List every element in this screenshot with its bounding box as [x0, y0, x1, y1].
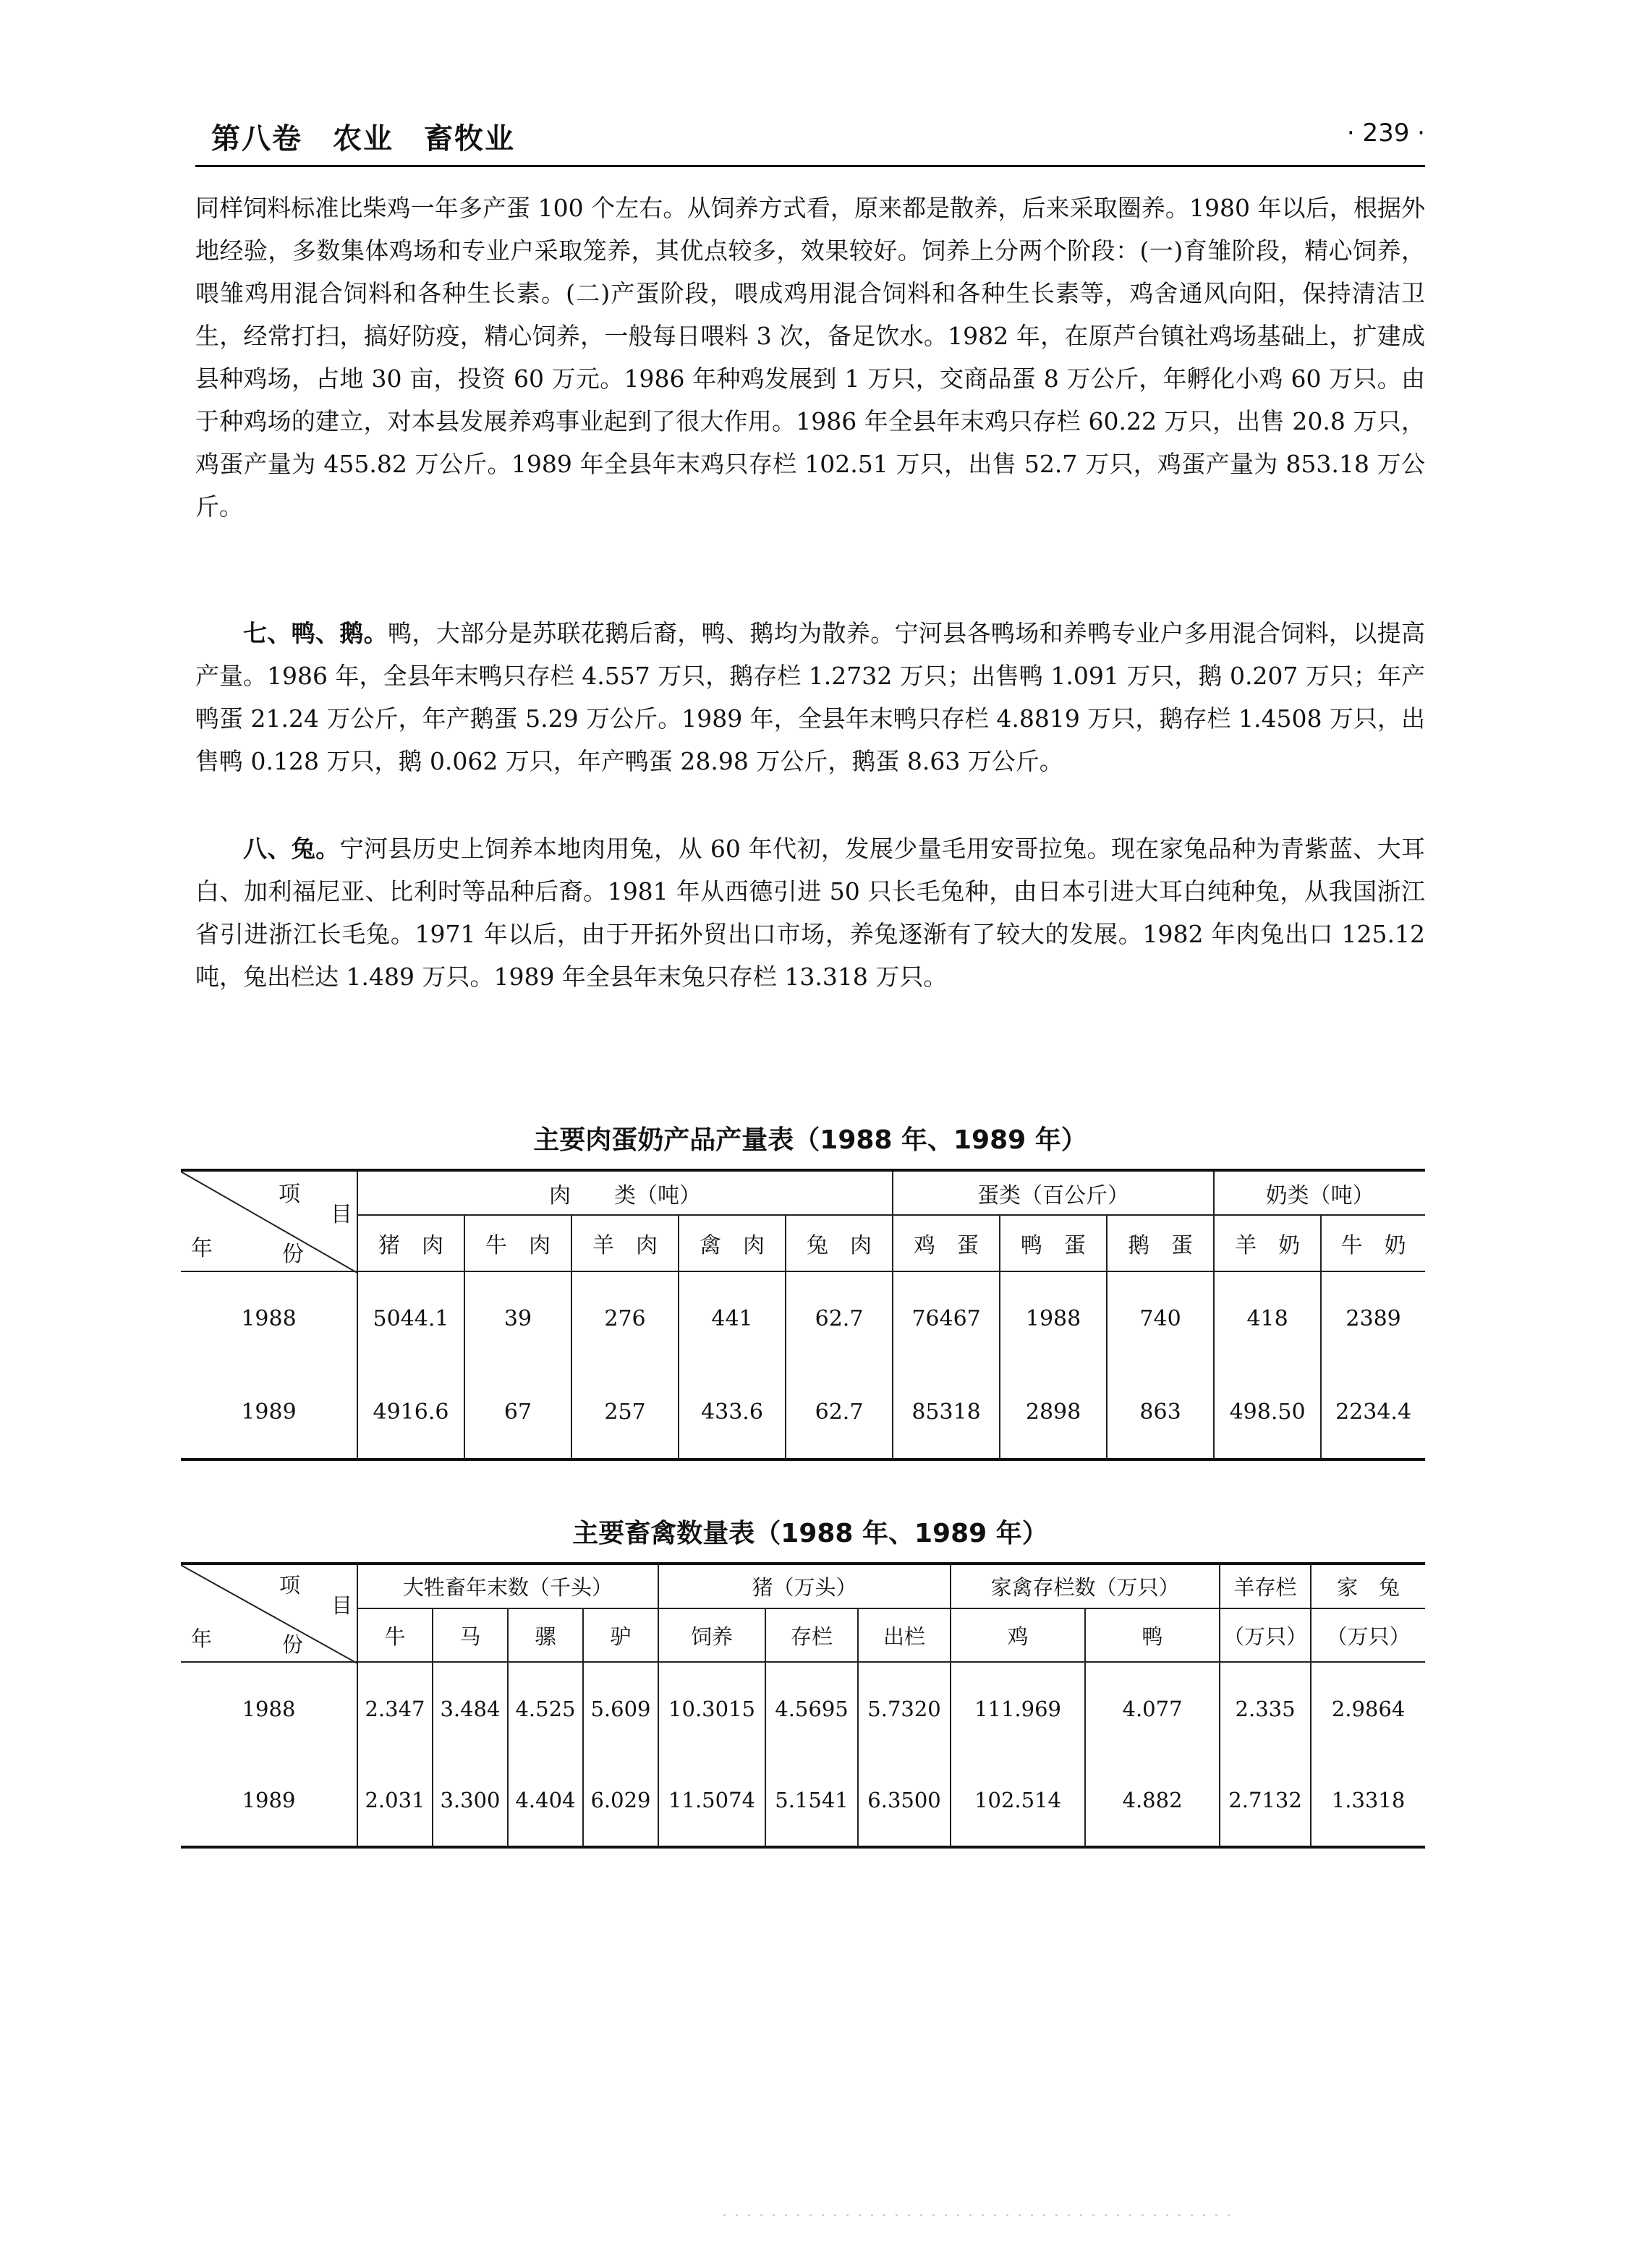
table2-cell: 4.404 — [508, 1755, 583, 1847]
table2-corner-mu: 目 — [331, 1593, 352, 1618]
table2-cell: 1.3318 — [1311, 1755, 1425, 1847]
table2-col-raised: 饲养 — [658, 1608, 765, 1662]
table2-group-sheep: 羊存栏 — [1220, 1564, 1311, 1608]
paragraph-chicken: 同样饲料标准比柴鸡一年多产蛋 100 个左右。从饲养方式看，原来都是散养，后来采取圈养。1980 年以后，根据外地经验，多数集体鸡场和专业户采取笼养，其优点较多，效果较好。饲养上分两个阶段：(一)育雏阶段，精心饲养，喂雏鸡用混合饲料和各种生长素。(二)产蛋阶段，喂成鸡用混合饲料和各种生长素等，鸡舍通风向阳，保持清洁卫生，经常打扫，搞好防疫，精心饲养，一般每日喂料 3 次，备足饮水。1982 年，在原芦台镇社鸡场基础上，扩建成县种鸡场，占地 30 亩，投资 60 万元。1986 年种鸡发展到 1 万只，交商品蛋 8 万公斤，年孵化小鸡 60 万只。由于种鸡场的建立，对本县发展养鸡事业起到了很大作用。1986 年全县年末鸡只存栏 60.22 万只，出售 20.8 万只，鸡蛋产量为 455.82 万公斤。1989 年全县年末鸡只存栏 102.51 万只，出售 52.7 万只，鸡蛋产量为 853.18 万公斤。 — [195, 194, 1425, 521]
table1-col-duck-egg: 鸭 蛋 — [1000, 1215, 1107, 1271]
section-text-duck-goose: 鸭，大部分是苏联花鹅后裔，鸭、鹅均为散养。宁河县各鸭场和养鸭专业户多用混合饲料，以提高产量。1986 年，全县年末鸭只存栏 4.557 万只，鹅存栏 1.2732 万只；出售鸭 1.091 万只，鹅 0.207 万只；年产鸭蛋 21.24 万公斤，年产鹅蛋 5.29 万公斤。1989 年，全县年末鸭只存栏 4.8819 万只，鹅存栏 1.4508 万只，出售鸭 0.128 万只，鹅 0.062 万只，年产鸭蛋 28.98 万公斤，鹅蛋 8.63 万公斤。 — [195, 619, 1425, 775]
table1-group-meat: 肉 类（吨） — [357, 1170, 893, 1215]
table1-col-poultry: 禽 肉 — [679, 1215, 786, 1271]
table2-cell: 2.7132 — [1220, 1755, 1311, 1847]
table2-group-poultry: 家禽存栏数（万只） — [951, 1564, 1220, 1608]
table1-cell: 76467 — [893, 1271, 1000, 1365]
table-row — [181, 1365, 1425, 1459]
table2-cell: 11.5074 — [658, 1755, 765, 1847]
table1-row-year: 1988 — [181, 1271, 357, 1365]
table2-col-mule: 骡 — [508, 1608, 583, 1662]
table1 — [181, 1169, 1425, 1461]
table-row — [181, 1271, 1425, 1365]
table1-cell: 67 — [464, 1365, 571, 1459]
table1-col-rabbit-meat: 兔 肉 — [786, 1215, 893, 1271]
table2-cell: 5.1541 — [765, 1755, 858, 1847]
page-number: · 239 · — [1346, 119, 1425, 148]
table2-corner-xiang: 项 — [279, 1573, 300, 1598]
table1-cell: 2898 — [1000, 1365, 1107, 1459]
table2-cell: 5.609 — [583, 1662, 658, 1755]
table1-cell: 4916.6 — [357, 1365, 464, 1459]
table2-title: 主要畜禽数量表（1988 年、1989 年） — [572, 1519, 1048, 1548]
table1-col-chicken-egg: 鸡 蛋 — [893, 1215, 1000, 1271]
table2-col-horse: 马 — [433, 1608, 508, 1662]
table2-col-sheep-unit: （万只） — [1220, 1608, 1311, 1662]
table2-cell: 5.7320 — [858, 1662, 951, 1755]
table1-col-pork: 猪 肉 — [357, 1215, 464, 1271]
table1-cell: 441 — [679, 1271, 786, 1365]
table2-cell: 10.3015 — [658, 1662, 765, 1755]
table1-col-goat-milk: 羊 奶 — [1214, 1215, 1321, 1271]
table2-cell: 6.029 — [583, 1755, 658, 1847]
table1-row-year: 1989 — [181, 1365, 357, 1459]
table2-row-year: 1988 — [181, 1662, 357, 1755]
table1-corner-mu: 目 — [331, 1202, 352, 1227]
table1-cell: 498.50 — [1214, 1365, 1321, 1459]
table1-col-goose-egg: 鹅 蛋 — [1107, 1215, 1214, 1271]
table1-cell: 257 — [571, 1365, 679, 1459]
table1-corner-fen: 份 — [282, 1242, 304, 1267]
section-text-rabbit: 宁河县历史上饲养本地肉用兔，从 60 年代初，发展少量毛用安哥拉兔。现在家兔品种为青紫蓝、大耳白、加利福尼亚、比利时等品种后裔。1981 年从西德引进 50 只长毛兔种，由日本引进大耳白纯种兔，从我国浙江省引进浙江长毛兔。1971 年以后，由于开拓外贸出口市场，养兔逐渐有了较大的发展。1982 年肉兔出口 125.12 吨，兔出栏达 1.489 万只。1989 年全县年末兔只存栏 13.318 万只。 — [195, 835, 1425, 991]
table2-col-stock: 存栏 — [765, 1608, 858, 1662]
table1-cell: 2234.4 — [1321, 1365, 1425, 1459]
table2-cell: 2.347 — [357, 1662, 433, 1755]
table1-cell: 433.6 — [679, 1365, 786, 1459]
table2-col-donkey: 驴 — [583, 1608, 658, 1662]
table1-cell: 62.7 — [786, 1365, 893, 1459]
section-heading-rabbit: 八、兔。 — [243, 835, 340, 863]
table2-corner-nian: 年 — [191, 1627, 213, 1651]
table1-col-beef: 牛 肉 — [464, 1215, 571, 1271]
table1-col-mutton: 羊 肉 — [571, 1215, 679, 1271]
table1-cell: 5044.1 — [357, 1271, 464, 1365]
table2-col-cattle: 牛 — [357, 1608, 433, 1662]
table2-cell: 2.9864 — [1311, 1662, 1425, 1755]
paragraph-rabbit — [195, 827, 1425, 998]
table2-cell: 2.335 — [1220, 1662, 1311, 1755]
table2-group-rabbit: 家 兔 — [1311, 1564, 1425, 1608]
table2-cell: 3.484 — [433, 1662, 508, 1755]
table1-corner-nian: 年 — [191, 1236, 213, 1261]
table2-cell: 102.514 — [951, 1755, 1085, 1847]
table2-cell: 4.5695 — [765, 1662, 858, 1755]
table2-group-pigs: 猪（万头） — [658, 1564, 951, 1608]
table2 — [181, 1562, 1425, 1849]
table2-col-rabbit-unit: （万只） — [1311, 1608, 1425, 1662]
table1-cell: 740 — [1107, 1271, 1214, 1365]
table1-col-cow-milk: 牛 奶 — [1321, 1215, 1425, 1271]
table2-col-slaughtered: 出栏 — [858, 1608, 951, 1662]
table1-group-eggs: 蛋类（百公斤） — [893, 1170, 1214, 1215]
table-row — [181, 1755, 1425, 1847]
section-heading-duck-goose: 七、鸭、鹅。 — [243, 619, 388, 647]
table1-cell: 1988 — [1000, 1271, 1107, 1365]
table1-cell: 418 — [1214, 1271, 1321, 1365]
table2-cell: 4.525 — [508, 1662, 583, 1755]
table2-row-year: 1989 — [181, 1755, 357, 1847]
table2-corner-cell — [181, 1564, 357, 1662]
table2-cell: 4.077 — [1085, 1662, 1220, 1755]
header-rule — [195, 165, 1425, 167]
table1-cell: 62.7 — [786, 1271, 893, 1365]
table-row — [181, 1662, 1425, 1755]
table2-cell: 2.031 — [357, 1755, 433, 1847]
chapter-title: 第八卷 农业 畜牧业 — [211, 122, 515, 155]
table2-cell: 4.882 — [1085, 1755, 1220, 1847]
table1-corner-cell — [181, 1170, 357, 1271]
table1-corner-xiang: 项 — [279, 1182, 300, 1207]
table1-cell: 863 — [1107, 1365, 1214, 1459]
table1-cell: 2389 — [1321, 1271, 1425, 1365]
paragraph-duck-goose — [195, 612, 1425, 783]
table2-cell: 3.300 — [433, 1755, 508, 1847]
table2-group-livestock: 大牲畜年末数（千头） — [357, 1564, 658, 1608]
table1-group-milk: 奶类（吨） — [1214, 1170, 1425, 1215]
table2-col-chicken: 鸡 — [951, 1608, 1085, 1662]
table2-cell: 111.969 — [951, 1662, 1085, 1755]
table2-corner-fen: 份 — [282, 1632, 304, 1657]
table1-cell: 39 — [464, 1271, 571, 1365]
table1-title: 主要肉蛋奶产品产量表（1988 年、1989 年） — [533, 1125, 1087, 1155]
running-header — [195, 116, 1425, 159]
table2-cell: 6.3500 — [858, 1755, 951, 1847]
table1-cell: 276 — [571, 1271, 679, 1365]
table2-col-duck: 鸭 — [1085, 1608, 1220, 1662]
scan-speckles — [723, 2213, 1230, 2217]
table1-cell: 85318 — [893, 1365, 1000, 1459]
